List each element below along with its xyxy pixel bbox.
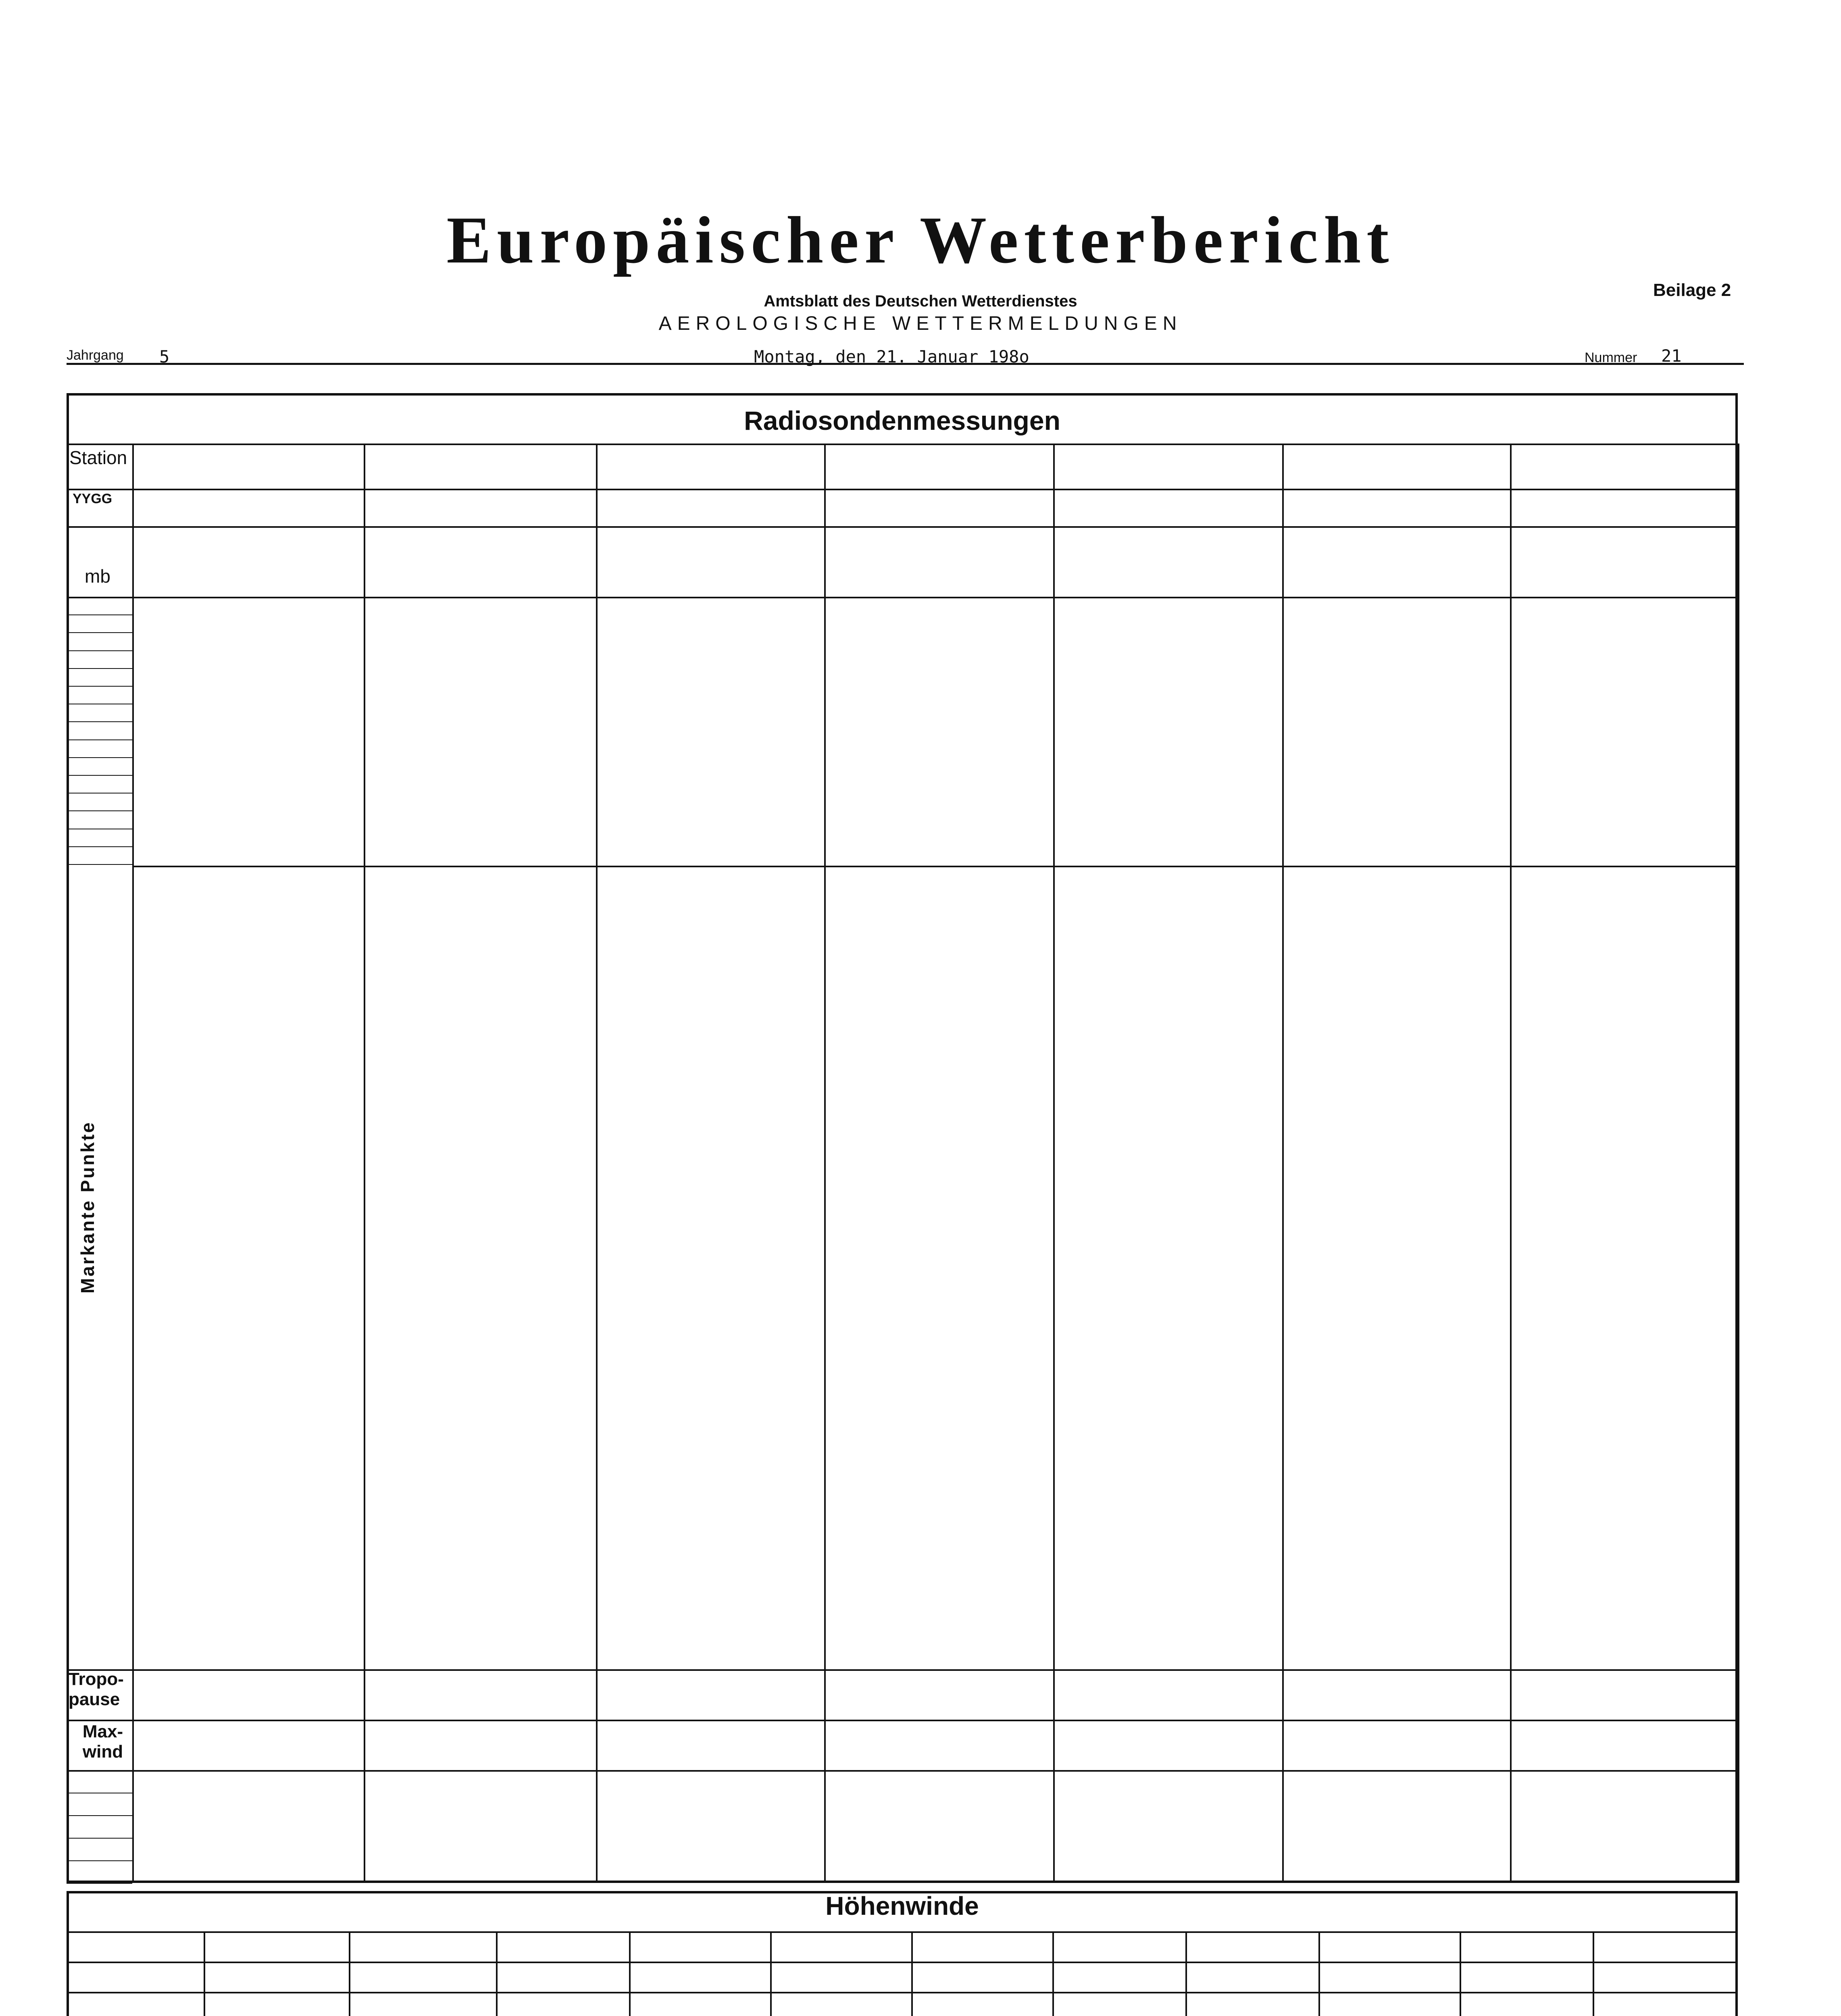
level-divider [67,739,132,740]
level-divider [67,846,132,847]
nummer-label: Nummer [1585,350,1637,365]
hw-row-divider [67,1962,1738,1963]
rs-col-divider [1738,444,1739,1883]
std-sig-divider [132,866,1738,867]
rs-col-divider [1510,444,1512,1883]
rs-row-divider [67,1669,1738,1671]
ratio-divider [67,1883,132,1884]
rs-row-divider [67,597,1738,598]
rs-col-divider [596,444,598,1883]
issue-date: Montag, den 21. Januar 198o [754,347,1029,367]
hw-col-divider [770,1931,772,2016]
rs-col-divider [1053,444,1055,1883]
level-divider [67,632,132,633]
rs-row-divider [67,489,1738,490]
page-title: Europäischer Wetterbericht [446,203,1395,277]
section-heading: AEROLOGISCHE WETTERMELDUNGEN [658,313,1183,334]
rs-col-divider [824,444,826,1883]
level-divider [67,775,132,776]
yygg-label: YYGG [73,491,112,506]
rs-row-divider [67,1770,1738,1772]
ratio-divider [67,1838,132,1839]
rs-col-divider [364,444,365,1883]
hw-col-divider [1185,1931,1187,2016]
tropopause-label: Tropo- pause [69,1669,124,1709]
maxwind-label: Max- wind [82,1722,123,1762]
ratio-divider [67,1815,132,1816]
hw-row-divider [67,1931,1738,1933]
jahrgang-value: 5 [159,347,170,367]
station-label: Station [69,447,127,468]
ratio-divider [67,1860,132,1861]
header-rule [67,363,1744,365]
radiosonde-frame [67,393,1738,1883]
nummer-value: 21 [1661,346,1682,366]
level-divider [67,668,132,669]
level-divider [67,686,132,687]
rs-row-divider [67,526,1738,528]
level-divider [67,721,132,722]
rs-row-divider [67,444,1738,445]
hw-col-divider [1318,1931,1320,2016]
hw-col-divider [1052,1931,1054,2016]
hw-col-divider [204,1931,205,2016]
markante-punkte-label: Markante Punkte [77,1121,98,1294]
level-divider [67,810,132,811]
mb-label: mb [85,566,110,587]
hw-col-divider [1593,1931,1594,2016]
hoehenwinde-title: Höhenwinde [825,1891,979,1920]
hw-col-divider [496,1931,498,2016]
level-divider [67,757,132,758]
hw-col-divider [911,1931,913,2016]
rs-col-divider [132,444,134,1883]
hw-row-divider [67,1992,1738,1993]
hw-col-divider [1460,1931,1461,2016]
jahrgang-label: Jahrgang [67,348,124,363]
rs-col-divider [1282,444,1284,1883]
level-divider [67,864,132,865]
level-divider [67,614,132,615]
subtitle: Amtsblatt des Deutschen Wetterdienstes [764,292,1077,310]
rs-row-divider [67,1720,1738,1721]
beilage-label: Beilage 2 [1653,280,1731,300]
radiosonde-title: Radiosondenmessungen [744,406,1060,435]
hw-col-divider [349,1931,350,2016]
level-divider [67,650,132,651]
hw-col-divider [629,1931,631,2016]
